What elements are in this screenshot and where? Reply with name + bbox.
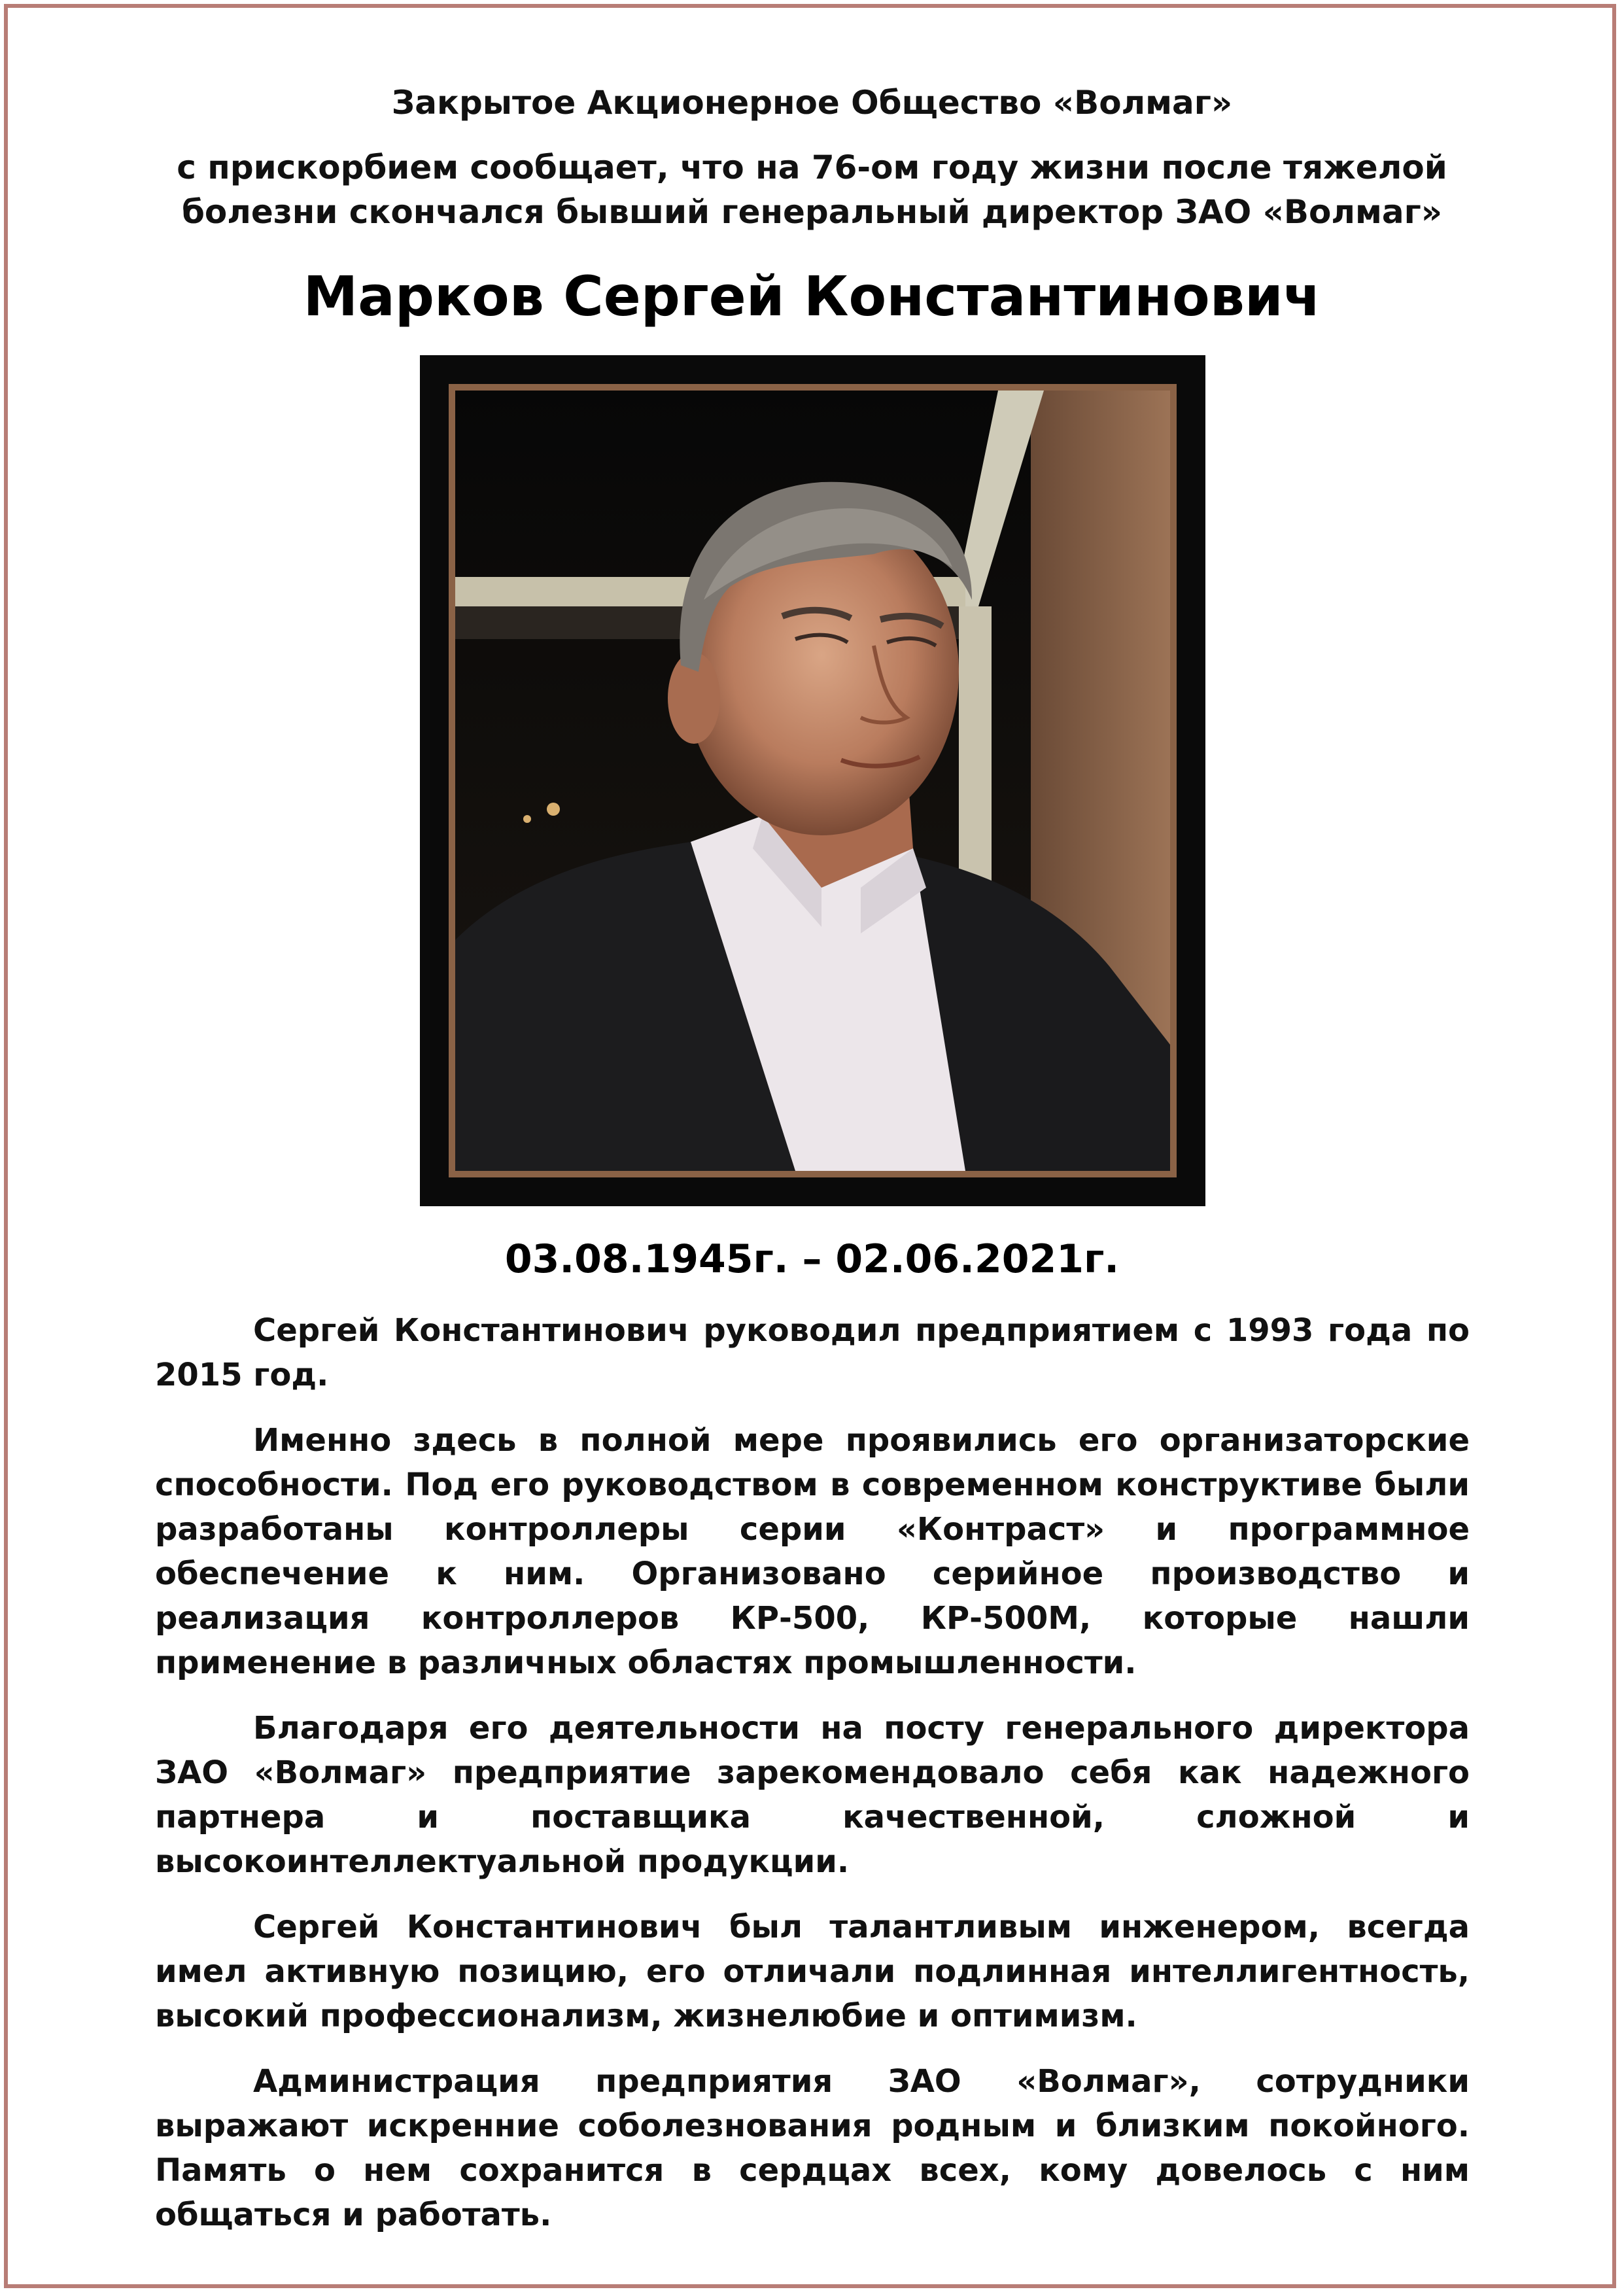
paragraph-3: Благодаря его деятельности на посту генерального директора ЗАО «Волмаг» предприятие зарекомендовало себя как надежного партнера и поставщика качественной, сложной и высокоинтеллектуальной продукции. — [155, 1710, 1470, 1880]
paragraph-5: Администрация предприятия ЗАО «Волмаг», сотрудники выражают искренние соболезнования родным и близким покойного. Память о нем сохранится в сердцах всех, кому довелось с ним общаться и работать. — [155, 2063, 1470, 2233]
paragraph-1: Сергей Константинович руководил предприятием с 1993 года по 2015 год. — [155, 1312, 1470, 1393]
life-dates: 03.08.1945г. – 02.06.2021г. — [504, 1236, 1120, 1282]
portrait-frame — [420, 355, 1205, 1206]
portrait-photo-icon — [455, 391, 1170, 1171]
organization-title: Закрытое Акционерное Общество «Волмаг» — [391, 84, 1233, 122]
announcement — [0, 145, 1624, 234]
deceased-name: Марков Сергей Константинович — [303, 264, 1321, 328]
paragraph-2: Именно здесь в полной мере проявились его организаторские способности. Под его руководством в современном конструктиве были разработаны контроллеры серии «Контраст» и программное обеспечение к ним. Организовано серийное производство и реализация контроллеров КР-500, КР-500М, которые нашли применение в различных областях промышленности. — [155, 1422, 1470, 1681]
paragraph-4: Сергей Константинович был талантливым инженером, всегда имел активную позицию, его отличали подлинная интеллигентность, высокий профессионализм, жизнелюбие и оптимизм. — [155, 1909, 1470, 2034]
obituary-text — [155, 1308, 1470, 2258]
announcement-line-1: с прискорбием сообщает, что на 76-ом году жизни после тяжелой — [177, 148, 1447, 186]
portrait-photo — [449, 384, 1177, 1177]
announcement-line-2: болезни скончался бывший генеральный директор ЗАО «Волмаг» — [181, 193, 1443, 231]
